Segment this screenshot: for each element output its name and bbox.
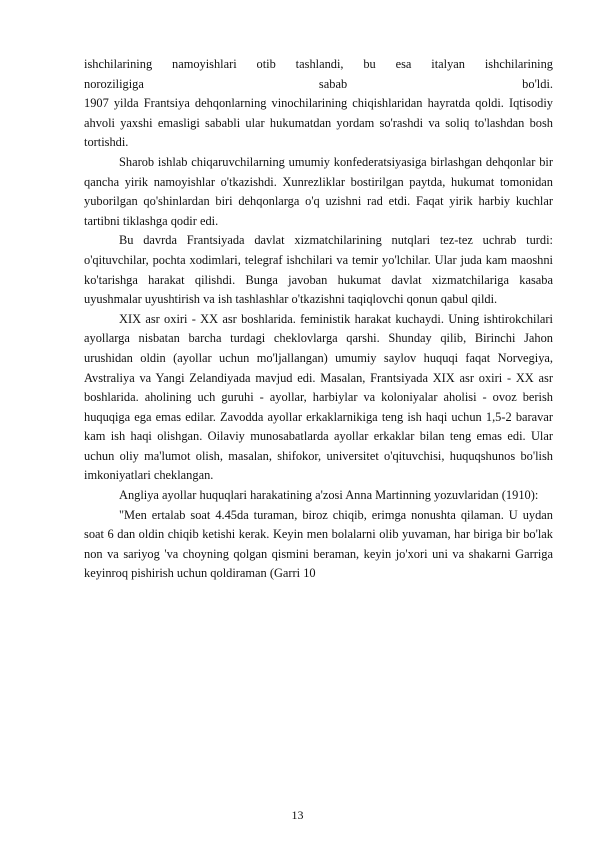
paragraph-feministik: XIX asr oxiri - XX asr boshlarida. feministik harakat kuchaydi. Uning ishtirokchilari ayollarga nisbatan barcha turdagi cheklovlarga qarshi. Shunday qilib, Birinchi Jahon urushidan oldin (ayollar uchun mo'ljallangan) umumiy saylov huquqi faqat Norvegiya, Avstraliya va Yangi Zelandiyada mavjud edi. Masalan, Frantsiyada XIX asr oxiri - XX asr boshlarida. aholining uch guruhi - ayollar, harbiylar va koloniyalar aholisi - ovoz berish huquqiga ega emas edilar. Zavodda ayollar erkaklarnikiga teng ish haqi uchun 1,5-2 baravar kam ish haqi olishgan. Oilaviy munosabatlarda ayollar erkaklar bilan teng emas edi. Ular uchun oliy ma'lumot olish, masalan, shifokor, universitet o'qituvchisi, huquqshunos bo'lish imkoniyatlari cheklangan. <box>84 311 553 483</box>
paragraph-quote: "Men ertalab soat 4.45da turaman, biroz chiqib, erimga nonushta qilaman. U uydan soat 6 dan oldin chiqib ketishi kerak. Keyin men bolalarni olib yuvaman, har biriga bir bo'lak non va sariyog 'va choyning qolgan qismini beraman, keyin jo'xori uni va shakarni Garriga keyinroq pishirish uchun qoldiraman (Garri 10 <box>84 507 553 581</box>
paragraph-angliya: Angliya ayollar huquqlari harakatining a'zosi Anna Martinning yozuvlaridan (1910): <box>119 488 539 503</box>
paragraph-continuation-end: noroziligiga sabab bo'ldi. <box>84 76 553 91</box>
paragraph-1907: 1907 yilda Frantsiya dehqonlarning vinochilarining chiqishlaridan hayratda qoldi. Iqtisodiy ahvoli yaxshi emasligi sababli ular hukumatdan yordam so'rashdi va soliq to'lashdan bosh tortishdi. <box>84 96 553 150</box>
paragraph-continuation-line: ishchilarining namoyishlari otib tashlandi, bu esa italyan ishchilarining <box>84 57 553 71</box>
paragraph-sharob: Sharob ishlab chiqaruvchilarning umumiy konfederatsiyasiga birlashgan dehqonlar bir qancha yirik namoyishlar o'tkazishdi. Xunrezliklar bostirilgan paytda, hukumat tomonidan yuborilgan qo'shinlardan biri dehqonlarga o'q uzishni rad etdi. Faqat yirik harbiy kuchlar tartibni tiklashga qodir edi. <box>84 154 553 228</box>
page-number: 13 <box>291 808 304 822</box>
paragraph-davlat-xizmatchilari: Bu davrda Frantsiyada davlat xizmatchilarining nutqlari tez-tez uchrab turdi: o'qituvchilar, pochta xodimlari, telegraf ishchilari va temir yo'lchilar. Ular juda kam maoshni ko'tarishga harakat qilishdi. Bunga javoban hukumat davlat xizmatchilariga kasaba uyushmalar uyushtirish va ish tashlashlar o'tkazishni taqiqlovchi qonun qabul qildi. <box>84 233 553 307</box>
document-page <box>84 55 553 584</box>
